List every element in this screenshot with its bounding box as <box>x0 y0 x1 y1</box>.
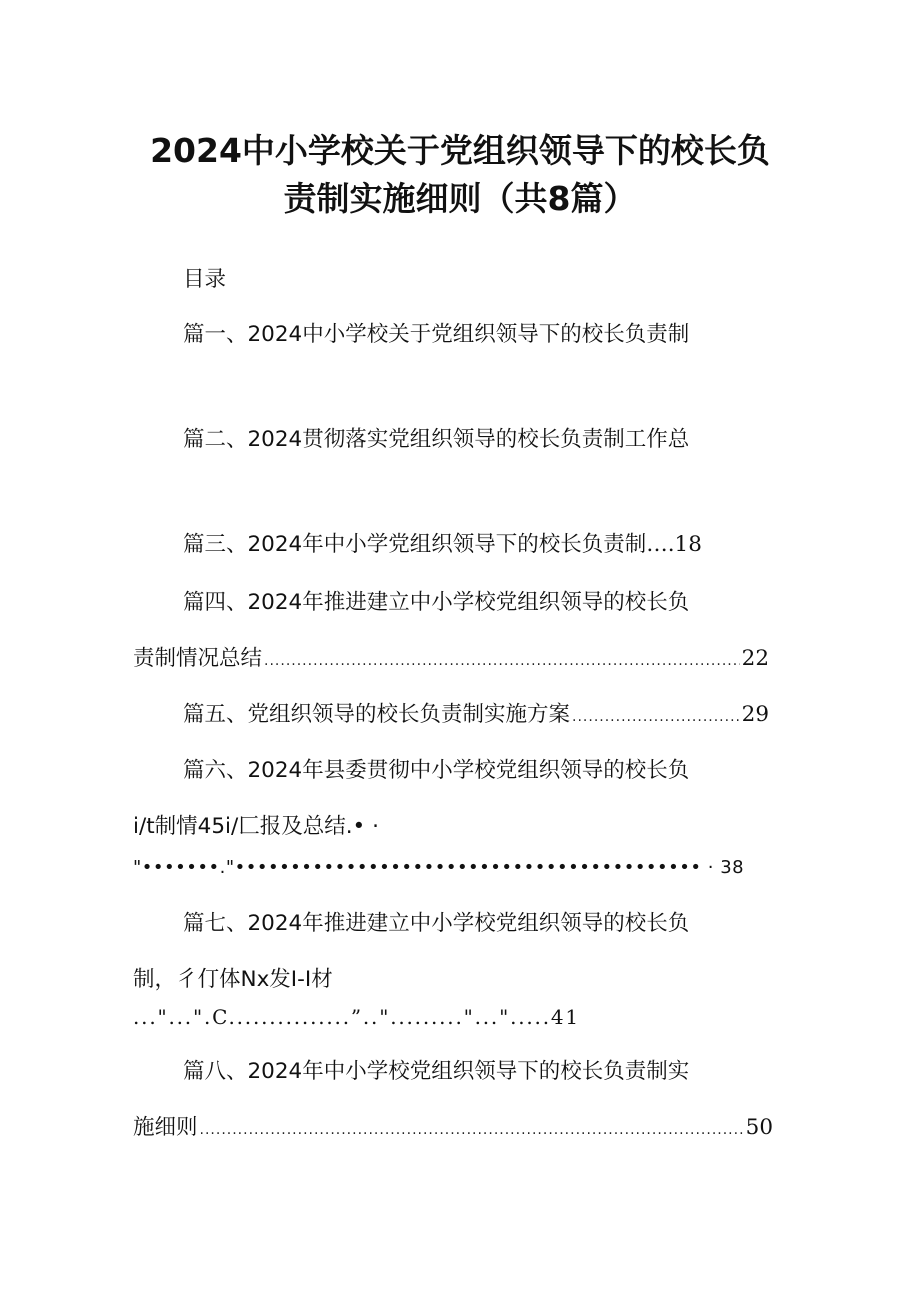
toc-entry-3-text: 篇三、2024年中小学党组织领导下的校长负责制 <box>183 532 647 557</box>
toc-entry-3[interactable] <box>183 530 702 560</box>
toc-entry-8-page: 50 <box>745 1115 773 1140</box>
toc-entry-4-line-1[interactable]: 篇四、2024年推进建立中小学校党组织领导的校长负 <box>183 590 690 615</box>
toc-entry-4-text: 责制情况总结 <box>133 646 263 671</box>
toc-entry-5-text: 篇五、党组织领导的校长负责制实施方案 <box>183 702 571 727</box>
toc-leader-dots <box>200 1115 744 1145</box>
toc-entry-4-page: 22 <box>741 646 769 671</box>
toc-entry-8-text: 施细则 <box>133 1115 198 1140</box>
toc-heading: 目录 <box>183 267 227 292</box>
toc-entry-5[interactable] <box>183 700 769 732</box>
toc-entry-4-line-2[interactable] <box>133 644 769 676</box>
toc-entry-5-page: 29 <box>741 702 769 727</box>
toc-entry-8-line-1[interactable]: 篇八、2024年中小学校党组织领导下的校长负责制实 <box>183 1059 690 1084</box>
toc-entry-6-line-2[interactable]: i/t制情45i/匚报及总结.• · <box>133 814 379 839</box>
document-title-line-2: 责制实施细则（共8篇） <box>283 179 637 218</box>
toc-entry-8-line-2[interactable] <box>133 1113 773 1145</box>
toc-entry-2[interactable]: 篇二、2024贯彻落实党组织领导的校长负责制工作总 <box>183 427 690 452</box>
toc-entry-3-page: ….18 <box>646 532 702 557</box>
toc-entry-1[interactable]: 篇一、2024中小学校关于党组织领导下的校长负责制 <box>183 322 690 347</box>
document-title-line-1: 2024中小学校关于党组织领导下的校长负 <box>150 131 770 170</box>
toc-entry-7-line-2[interactable]: 制，彳仃体Nx发I-I材 <box>133 967 333 992</box>
toc-entry-7-line-3[interactable]: ..."...".C...............”.."........."...".....41 <box>133 1005 580 1029</box>
toc-entry-7-line-1[interactable]: 篇七、2024年推进建立中小学校党组织领导的校长负 <box>183 911 690 936</box>
toc-leader-dots <box>572 702 740 732</box>
toc-entry-6-line-1[interactable]: 篇六、2024年县委贯彻中小学校党组织领导的校长负 <box>183 758 690 783</box>
toc-leader-dots <box>264 646 740 676</box>
toc-entry-6-line-3[interactable]: "•••••••."•••••••••••••••••••••••••••••••••••••••••• · 38 <box>133 857 745 878</box>
